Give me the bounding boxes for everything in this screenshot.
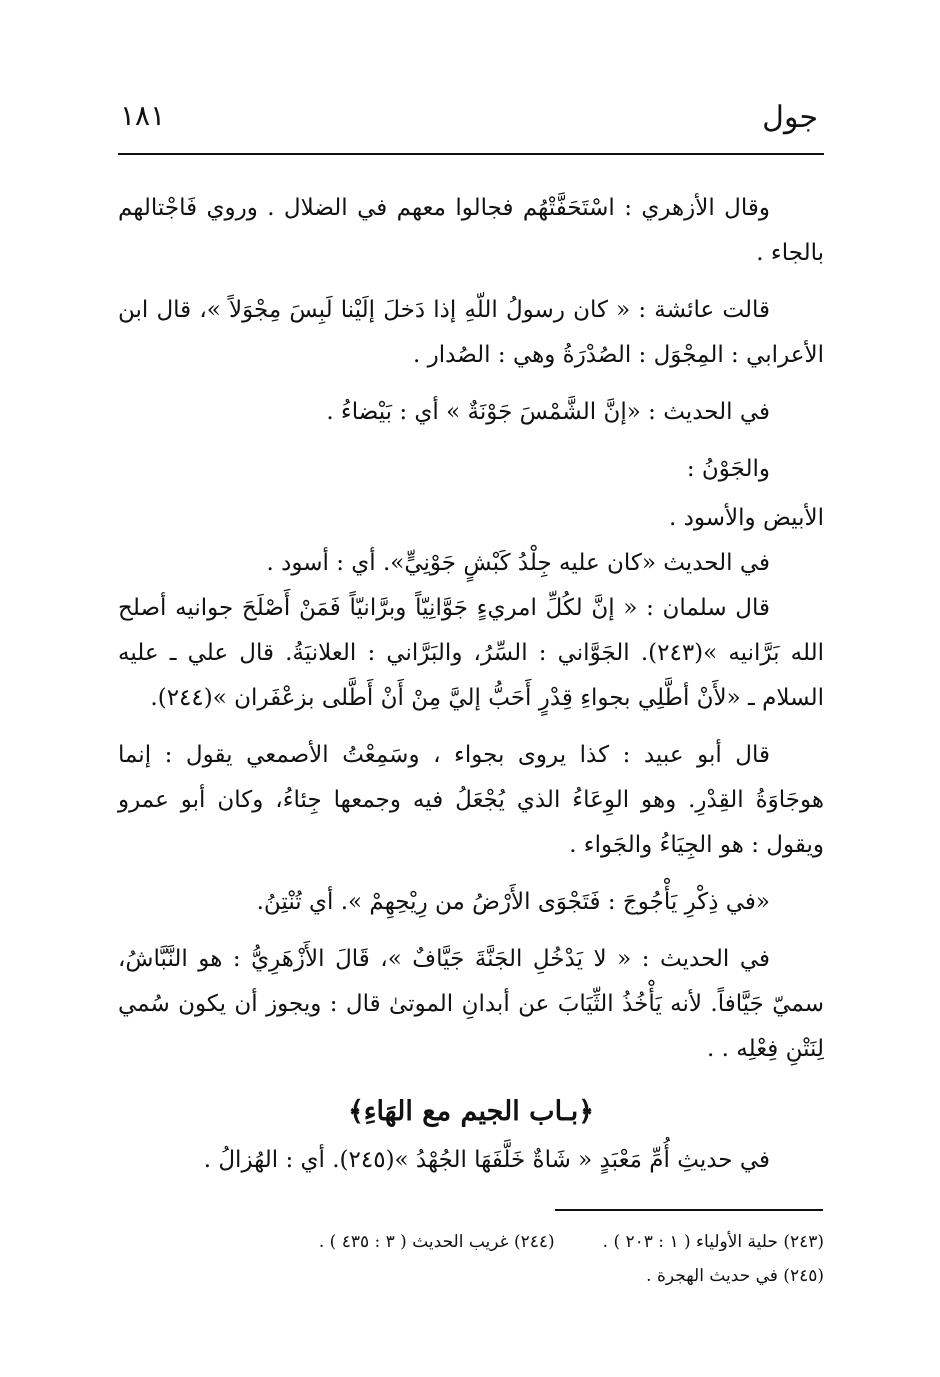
- footnote-rule: [555, 1209, 823, 1211]
- paragraph-abu-ubaid: قال أبو عبيد : كذا يروى بجواء ، وسَمِعْتُ الأصمعي يقول : إنما هوجَاوَةُ القِدْرِ. وهو الوِعَاءُ الذي يُجْعَلُ فيه وجمعها جِئاءُ، وكان أبو عمرو ويقول : هو الجِيَاءُ والجَواء .: [118, 742, 824, 858]
- paragraph-azhari: وقال الأزهري : اسْتَحَفَّتْهُم فجالوا معهم في الضلال . وروي فَاجْتالهم بالجاء .: [118, 195, 824, 266]
- page-number: ١٨١: [120, 99, 166, 132]
- footnote-row: [118, 1259, 824, 1293]
- header-rule: [118, 153, 824, 155]
- footnote-row: [118, 1225, 824, 1259]
- paragraph-jawn-heading: والجَوْنُ :: [686, 456, 770, 482]
- paragraph-kabsh: في الحديث «كان عليه جِلْدُ كَبْشٍ جَوْنِيٍّ». أي : أسود .: [266, 550, 770, 576]
- footnote-245: (٢٤٥) في حديث الهجرة .: [646, 1266, 824, 1286]
- running-head: جول: [762, 100, 818, 135]
- footnotes: [118, 1225, 824, 1293]
- paragraph-umm-mabad: في حديثِ أُمِّ مَعْبَدٍ « شَاةٌ خَلَّفَهَا الجُهْدُ »(٢٤٥). أي : الهُزالُ .: [203, 1147, 770, 1173]
- page-header: [118, 92, 824, 142]
- paragraph-jawn-definition: الأبيض والأسود .: [669, 505, 824, 531]
- paragraph-jayyaf: في الحديث : « لا يَدْخُلِ الجَنَّةَ جَيَّافٌ »، قَالَ الأَزْهَرِيُّ : هو النَّبَّاشُ، سميّ جَيَّافاً. لأنه يَأْخُذُ الثِّيَابَ عن أبدانِ الموتىٰ قال : ويجوز أن يكون سُمي لِنَتْنِ فِعْلِه . .: [118, 946, 824, 1062]
- paragraph-aisha: قالت عائشة : « كان رسولُ اللّهِ إذا دَخلَ إلَيْنا لَبِسَ مِجْوَلاً »، قال ابن الأعرابي : المِجْوَل : الصُدْرَةُ وهي : الصُدار .: [118, 297, 824, 368]
- paragraph-yajuj: «في ذِكْرِ يَأْجُوجَ : فَتَجْوَى الأَرْضُ من رِيْحِهِمْ ». أي تُنْتِنُ.: [256, 889, 770, 915]
- section-heading: ﴿بـاب الجيم مع الهَاءِ﴾: [347, 1096, 595, 1127]
- paragraph-salman: قال سلمان : « إنَّ لكُلِّ امريءٍ جَوَّانِيّاً وبرَّانيّاً فَمَنْ أَصْلَحَ جوانيه أصلح الله بَرَّانيه »(٢٤٣). الجَوَّاني : السِّرُ، والبَرَّاني : العلانيَةُ. قال علي ـ عليه السلام ـ «لأَنْ أطَّلِي بجواءِ قِدْرٍ أَحَبُّ إليَّ مِنْ أَنْ أَطَّلى بزعْفَران »(٢٤٤).: [118, 595, 824, 711]
- paragraph-jawna: في الحديث : «إنَّ الشَّمْسَ جَوْنَةٌ » أي : بَيْضاءُ .: [326, 399, 770, 425]
- footnote-243: (٢٤٣) حلية الأولياء ( ١ : ٢٠٣ ) .: [602, 1232, 824, 1252]
- main-text: [118, 186, 824, 1183]
- footnote-244: (٢٤٤) غريب الحديث ( ٣ : ٤٣٥ ) .: [318, 1232, 555, 1252]
